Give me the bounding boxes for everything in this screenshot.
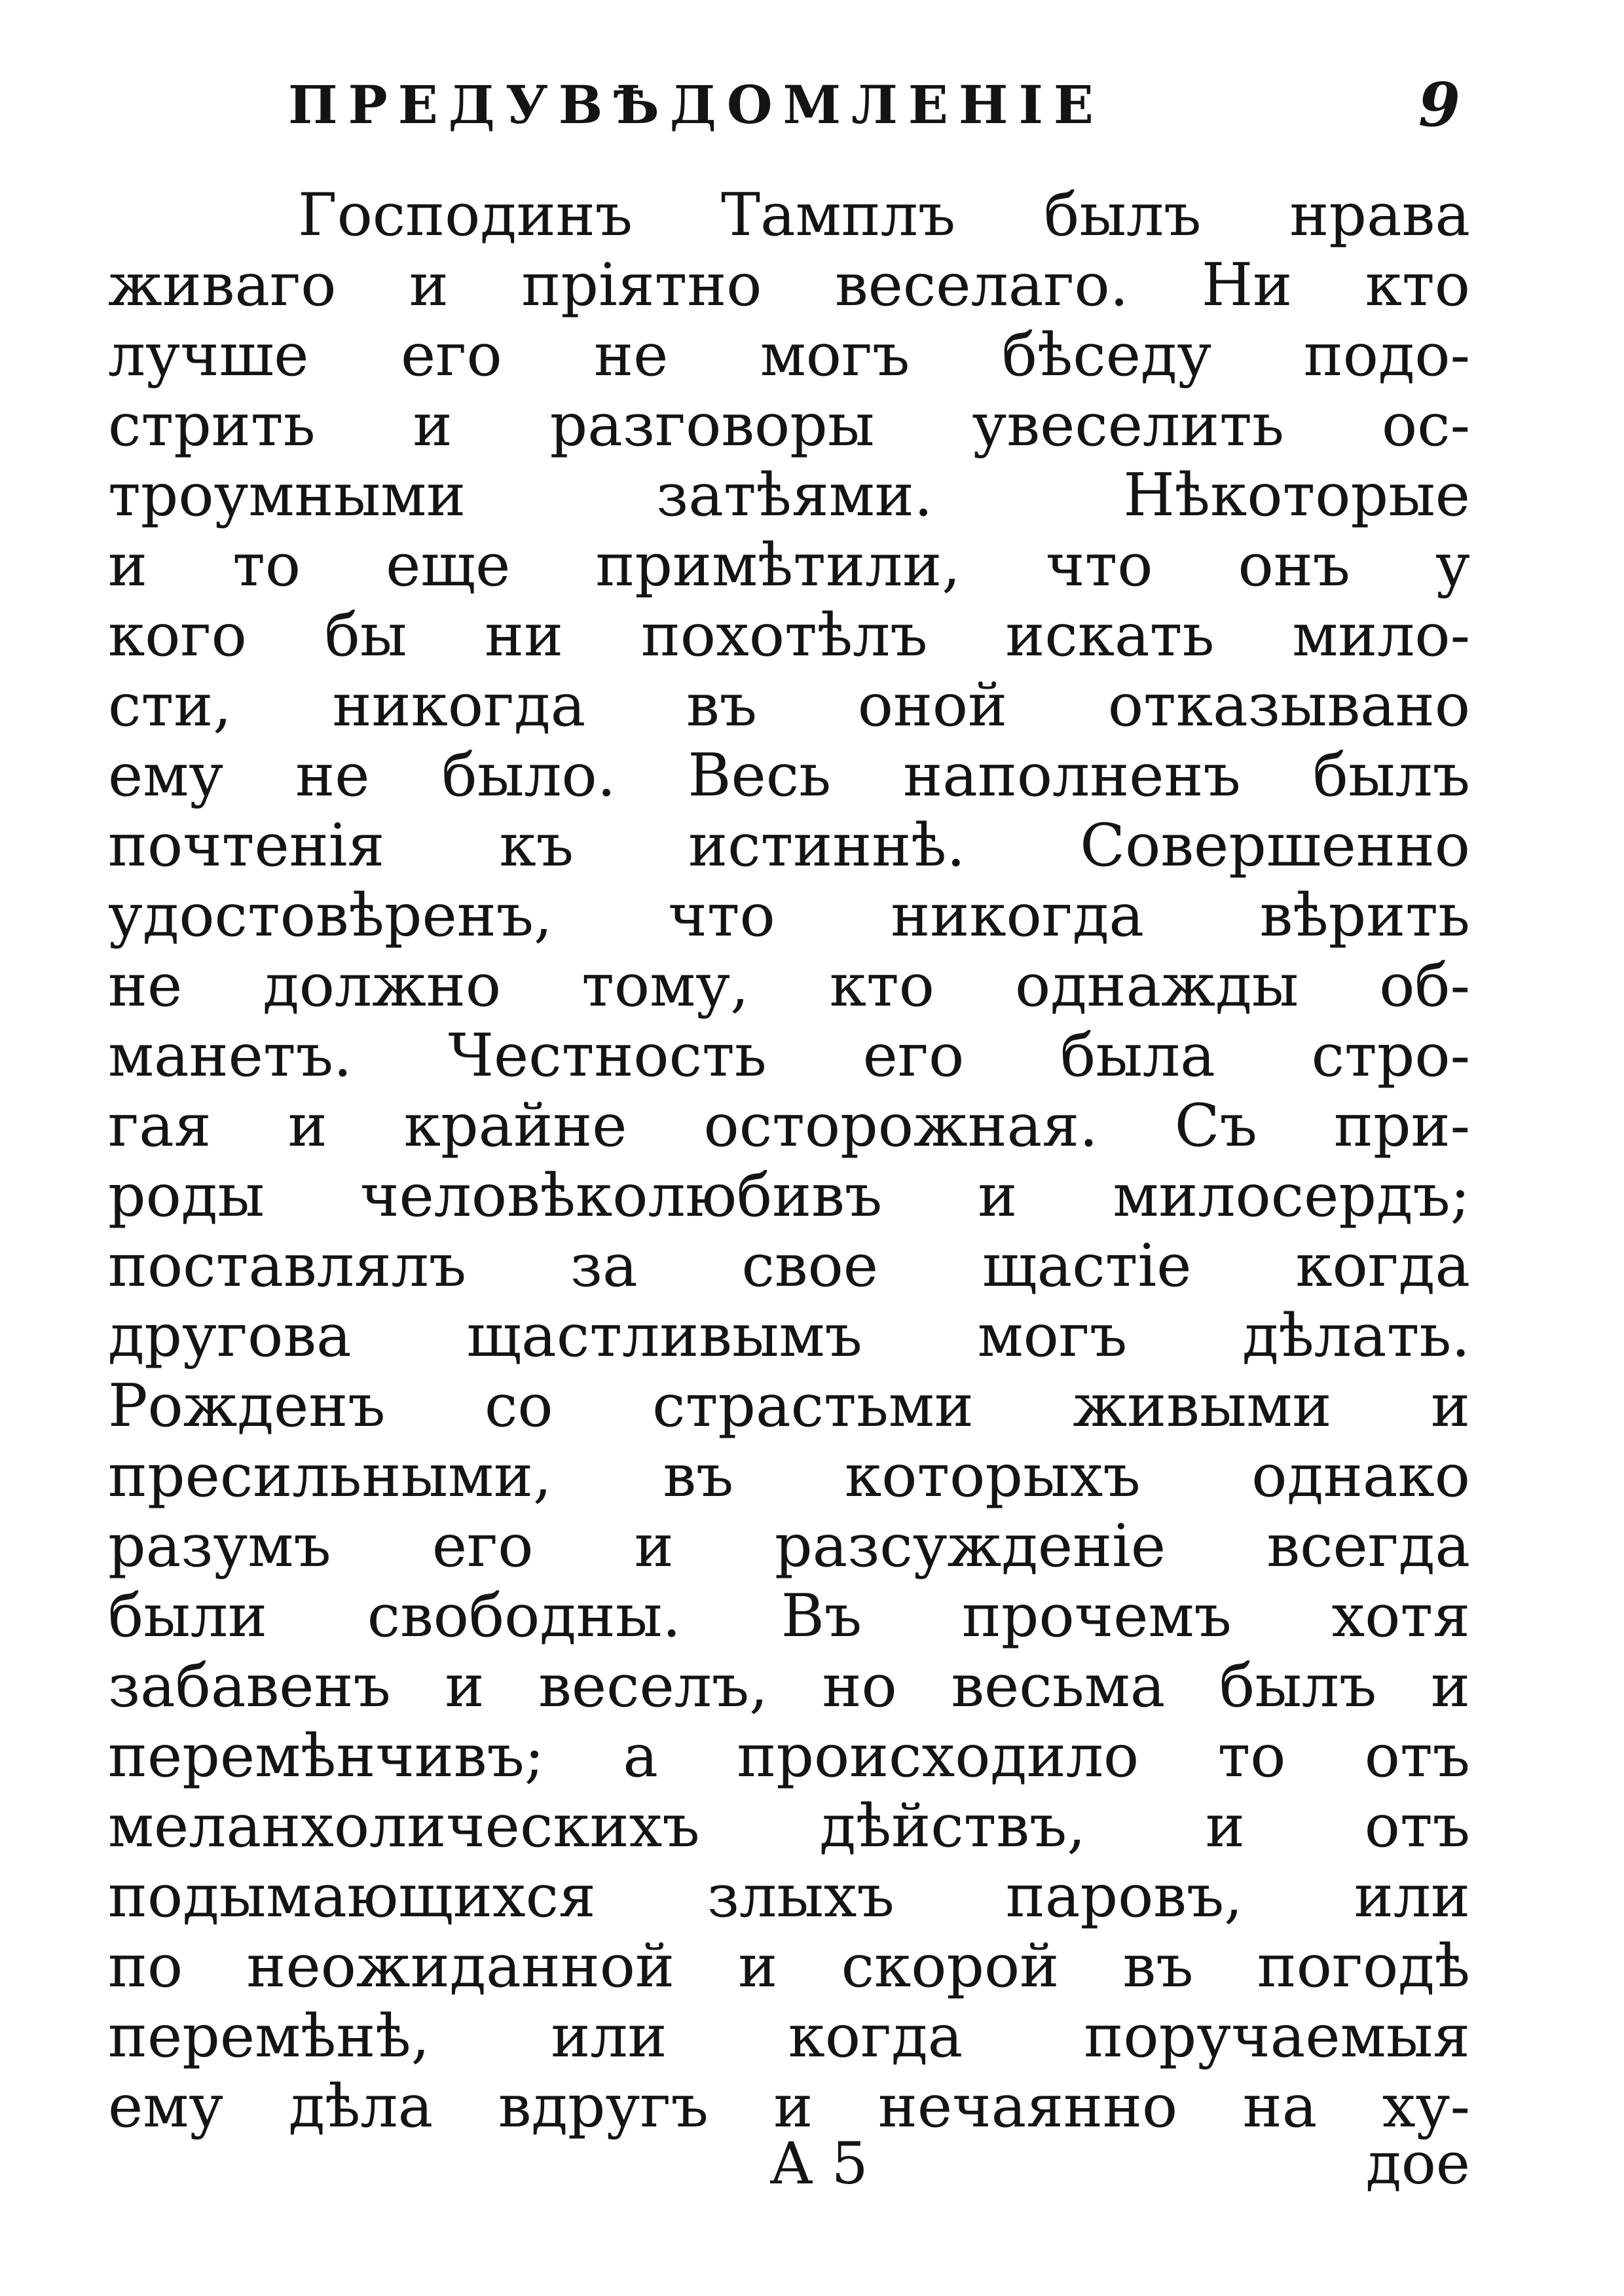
text-line: кого бы ни похотѣлъ искать мило- — [108, 601, 1470, 670]
text-line: гая и крайне осторожная. Съ при- — [108, 1091, 1470, 1160]
text-line: Рожденъ со страстьми живыми и — [108, 1372, 1470, 1440]
text-line: перемѣнѣ, или когда поручаемыя — [108, 2002, 1470, 2071]
text-line: стрить и разговоры увеселить ос- — [108, 391, 1470, 460]
text-line: и то еще примѣтили, что онъ у — [108, 531, 1470, 600]
page-number: 9 — [1418, 69, 1460, 140]
text-line: живаго и прiятно веселаго. Ни кто — [108, 251, 1470, 319]
page-footer — [108, 2124, 1470, 2203]
text-line: поставлялъ за свое щастiе когда — [108, 1231, 1470, 1300]
text-line: сти, никогда въ оной отказывано — [108, 671, 1470, 740]
text-line: троумными затѣями. Нѣкоторые — [108, 461, 1470, 530]
text-line: роды человѣколюбивъ и милосердъ; — [108, 1161, 1470, 1230]
body-text — [108, 180, 1470, 2141]
text-line: забавенъ и веселъ, но весьма былъ и — [108, 1652, 1470, 1721]
text-line: ему не было. Весь наполненъ былъ — [108, 741, 1470, 810]
text-line: были свободны. Въ прочемъ хотя — [108, 1582, 1470, 1650]
text-line: лучше его не могъ бѣседу подо- — [108, 321, 1470, 390]
signature-mark: А 5 — [769, 2130, 868, 2197]
text-line: разумъ его и разсужденiе всегда — [108, 1512, 1470, 1580]
text-line: по неожиданной и скорой въ погодѣ — [108, 1932, 1470, 2001]
running-title: ПРЕДУВѢДОМЛЕНIЕ — [288, 74, 1104, 136]
text-line: пресильными, въ которыхъ однако — [108, 1442, 1470, 1510]
text-line: Господинъ Тамплъ былъ нрава — [298, 181, 1470, 249]
text-line: подымающихся злыхъ паровъ, или — [108, 1862, 1470, 1931]
text-line: удостовѣренъ, что никогда вѣрить — [108, 881, 1470, 950]
text-line: манетъ. Честность его была стро- — [108, 1021, 1470, 1090]
text-line: меланхолическихъ дѣйствъ, и отъ — [108, 1792, 1470, 1861]
running-head — [288, 62, 1460, 147]
text-line: не должно тому, кто однажды об- — [108, 951, 1470, 1020]
text-line: другова щастливымъ могъ дѣлать. — [108, 1302, 1470, 1370]
text-line: ему дѣла вдругъ и нечаянно на ху- — [108, 2072, 1470, 2141]
catchword: дое — [1365, 2130, 1470, 2197]
text-line: перемѣнчивъ; а происходило то отъ — [108, 1722, 1470, 1791]
text-line: почтенiя къ истиннѣ. Совершенно — [108, 811, 1470, 880]
